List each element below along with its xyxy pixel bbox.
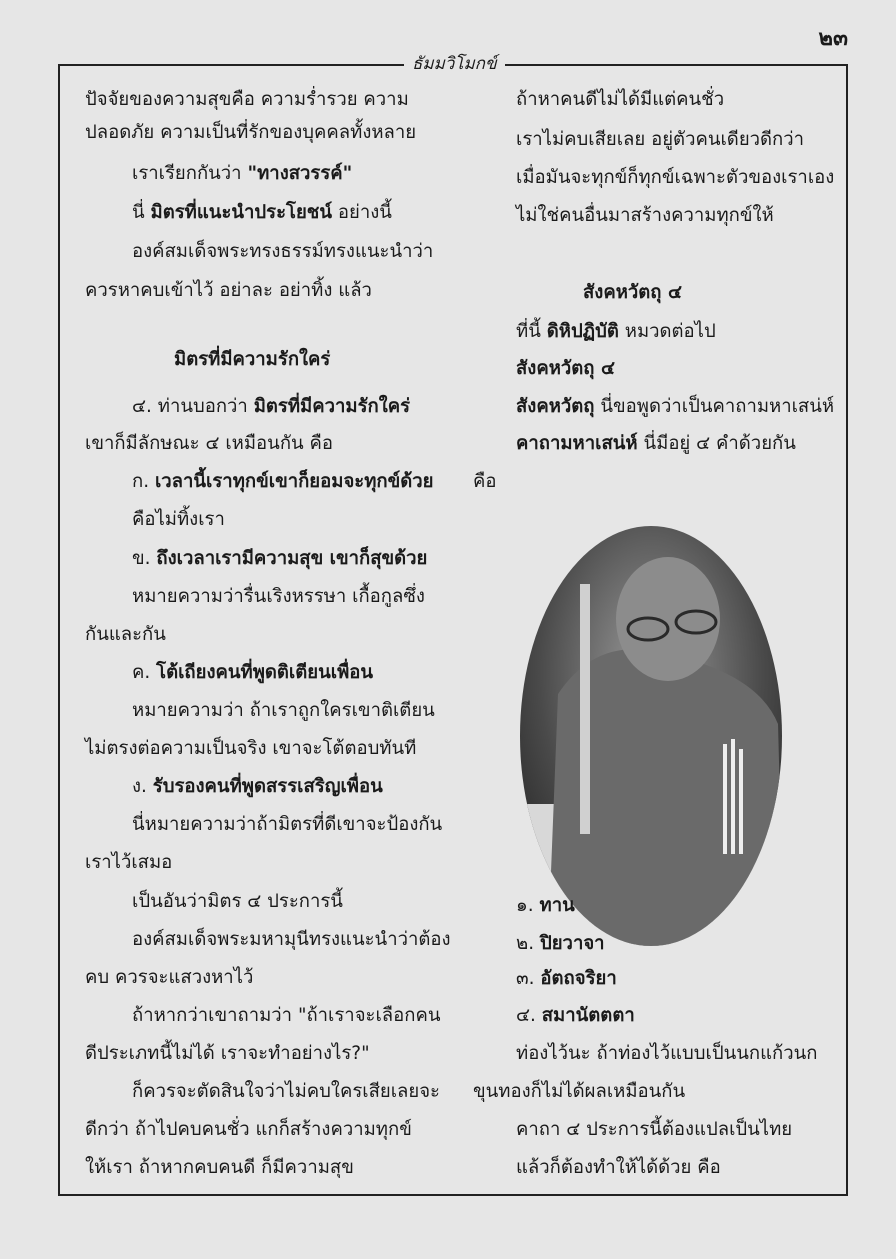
emphasis-text: ดิหิปฏิบัติ bbox=[546, 321, 619, 342]
text-line: เขาก็มีลักษณะ ๔ เหมือนกัน คือ bbox=[85, 433, 334, 454]
section-heading: มิตรที่มีความรักใคร่ bbox=[174, 349, 331, 370]
list-term: อัตถจริยา bbox=[540, 968, 617, 989]
emphasis-text: สังคหวัตถุ bbox=[516, 396, 595, 417]
text-fragment: ง. bbox=[132, 776, 153, 797]
text-line: สังคหวัตถุ ๔ bbox=[516, 358, 615, 379]
text-line bbox=[516, 393, 834, 421]
text-line: เราไว้เสมอ bbox=[85, 852, 173, 873]
text-line bbox=[132, 659, 373, 687]
text-fragment: นี่ขอพูดว่าเป็นคาถามหาเสน่ห์ bbox=[594, 396, 835, 417]
text-line: ถ้าหากว่าเขาถามว่า "ถ้าเราจะเลือกคน bbox=[132, 1005, 441, 1026]
text-line: ปัจจัยของความสุขคือ ความร่ำรวย ความ bbox=[85, 89, 409, 110]
text-line: เราไม่คบเสียเลย อยู่ตัวคนเดียวดีกว่า bbox=[516, 129, 805, 150]
list-number: ๑. bbox=[516, 895, 540, 916]
text-fragment: อย่างนี้ bbox=[332, 202, 392, 223]
emphasis-text: เวลานี้เราทุกข์เขาก็ยอมจะทุกข์ด้วย bbox=[154, 471, 434, 492]
text-line: คาถา ๔ ประการนี้ต้องแปลเป็นไทย bbox=[516, 1119, 793, 1140]
emphasis-text: มิตรที่มีความรักใคร่ bbox=[253, 396, 411, 417]
text-line bbox=[516, 430, 796, 458]
text-line bbox=[132, 199, 392, 227]
text-line: ถ้าหาคนดีไม่ได้มีแต่คนชั่ว bbox=[516, 89, 725, 110]
text-line bbox=[132, 545, 427, 573]
text-line: เป็นอันว่ามิตร ๔ ประการนี้ bbox=[132, 891, 343, 912]
text-line bbox=[132, 773, 383, 801]
text-fragment: เราเรียกกันว่า bbox=[132, 163, 248, 184]
text-line: คือ bbox=[473, 471, 497, 492]
text-fragment: หมวดต่อไป bbox=[618, 321, 716, 342]
text-line: ควรหาคบเข้าไว้ อย่าละ อย่าทิ้ง แล้ว bbox=[85, 280, 372, 301]
text-fragment: นี่มีอยู่ ๔ คำด้วยกัน bbox=[637, 433, 796, 454]
text-line: นี่หมายความว่าถ้ามิตรที่ดีเขาจะป้องกัน bbox=[132, 814, 443, 835]
list-item bbox=[516, 965, 617, 993]
page-number: ๒๓ bbox=[818, 26, 848, 51]
list-number: ๔. bbox=[516, 1005, 542, 1026]
text-line bbox=[132, 468, 434, 496]
monk-photo bbox=[518, 524, 784, 948]
emphasis-text: โต้เถียงคนที่พูดติเตียนเพื่อน bbox=[156, 662, 374, 683]
text-line: ก็ควรจะตัดสินใจว่าไม่คบใครเสียเลยจะ bbox=[132, 1081, 440, 1102]
text-line bbox=[516, 318, 716, 346]
text-line: องค์สมเด็จพระทรงธรรม์ทรงแนะนำว่า bbox=[132, 241, 434, 262]
list-number: ๓. bbox=[516, 968, 541, 989]
list-item bbox=[516, 930, 605, 958]
text-line: ไม่ตรงต่อความเป็นจริง เขาจะโต้ตอบทันที bbox=[85, 738, 417, 759]
text-line bbox=[132, 393, 410, 421]
text-line bbox=[132, 160, 352, 188]
section-heading: สังคหวัตถุ ๔ bbox=[583, 282, 682, 303]
text-fragment: ที่นี้ bbox=[516, 321, 547, 342]
list-item bbox=[516, 1002, 635, 1030]
list-term: สมานัตตตา bbox=[541, 1005, 635, 1026]
text-line: ไม่ใช่คนอื่นมาสร้างความทุกข์ให้ bbox=[516, 205, 774, 226]
text-line: องค์สมเด็จพระมหามุนีทรงแนะนำว่าต้อง bbox=[132, 929, 451, 950]
text-fragment: ข. bbox=[132, 548, 157, 569]
emphasis-text: คาถามหาเสน่ห์ bbox=[516, 433, 638, 454]
running-title: ธัมมวิโมกข์ bbox=[404, 50, 505, 77]
list-number: ๒. bbox=[516, 933, 540, 954]
text-line: แล้วก็ต้องทำให้ได้ด้วย คือ bbox=[516, 1157, 721, 1178]
emphasis-text: รับรองคนที่พูดสรรเสริญเพื่อน bbox=[152, 776, 383, 797]
text-fragment: ๔. ท่านบอกว่า bbox=[132, 396, 254, 417]
text-line: คือไม่ทิ้งเรา bbox=[132, 509, 225, 530]
emphasis-text: ถึงเวลาเรามีความสุข เขาก็สุขด้วย bbox=[156, 548, 428, 569]
text-line: ให้เรา ถ้าหากคบคนดี ก็มีความสุข bbox=[85, 1157, 354, 1178]
text-line: ท่องไว้นะ ถ้าท่องไว้แบบเป็นนกแก้วนก bbox=[516, 1043, 818, 1064]
list-term: ปิยวาจา bbox=[539, 933, 605, 954]
text-line: ดีกว่า ถ้าไปคบคนชั่ว แกก็สร้างความทุกข์ bbox=[85, 1119, 412, 1140]
emphasis-text: "ทางสวรรค์" bbox=[247, 163, 353, 184]
text-line: เมื่อมันจะทุกข์ก็ทุกข์เฉพาะตัวของเราเอง bbox=[516, 167, 835, 188]
text-fragment: นี่ bbox=[132, 202, 151, 223]
text-line: ปลอดภัย ความเป็นที่รักของบุคคลทั้งหลาย bbox=[85, 122, 417, 143]
text-line: ขุนทองก็ไม่ได้ผลเหมือนกัน bbox=[473, 1081, 686, 1102]
text-line: กันและกัน bbox=[85, 624, 166, 645]
text-fragment: ค. bbox=[132, 662, 157, 683]
list-term: ทาน bbox=[539, 895, 575, 916]
text-line: หมายความว่า ถ้าเราถูกใครเขาติเตียน bbox=[132, 700, 435, 721]
text-line: คบ ควรจะแสวงหาไว้ bbox=[85, 967, 254, 988]
list-item bbox=[516, 892, 575, 920]
text-line: ดีประเภทนี้ไม่ได้ เราจะทำอย่างไร?" bbox=[85, 1043, 370, 1064]
emphasis-text: มิตรที่แนะนำประโยชน์ bbox=[150, 202, 333, 223]
text-fragment: ก. bbox=[132, 471, 155, 492]
text-line: หมายความว่ารื่นเริงหรรษา เกื้อกูลซึ่ง bbox=[132, 586, 425, 607]
